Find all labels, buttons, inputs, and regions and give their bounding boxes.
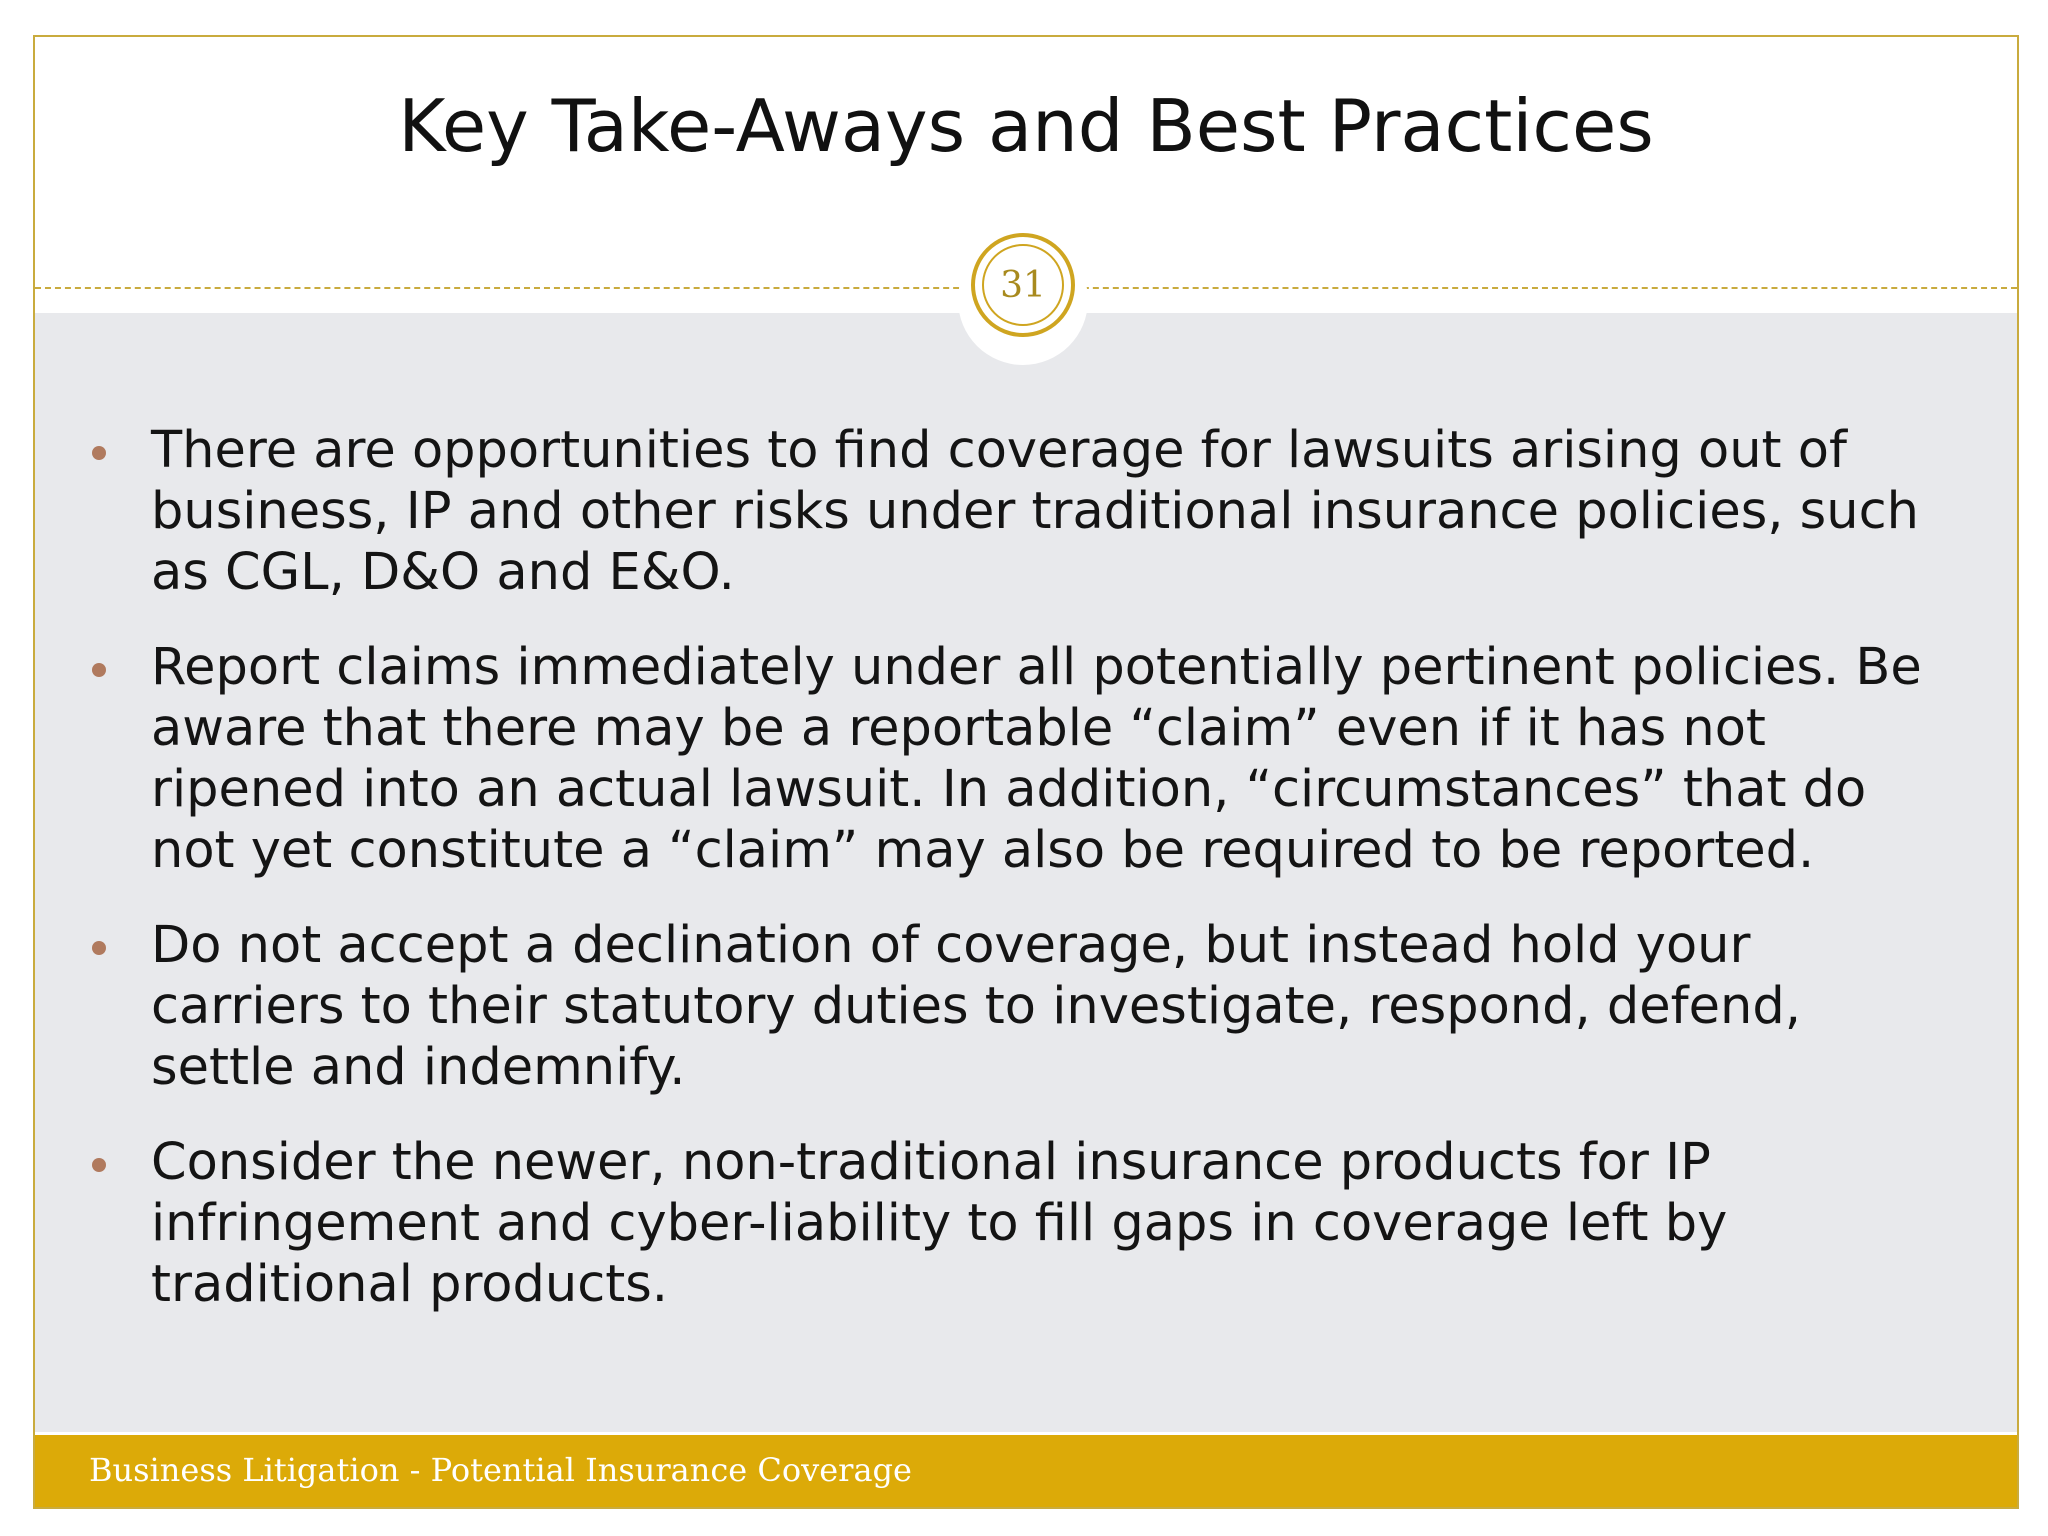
slide-number-badge xyxy=(971,233,1075,337)
footer-bar xyxy=(35,1435,2017,1507)
slide xyxy=(33,35,2019,1509)
bullet-list xyxy=(35,420,2017,1349)
bullet-dot-icon xyxy=(92,1158,106,1172)
bullet-text: Consider the newer, non-traditional insurance products for IP infringement and cyber-liability to fill gaps in coverage left by traditional products. xyxy=(151,1133,1728,1314)
bullet-text: There are opportunities to find coverage for lawsuits arising out of business, IP and other risks under traditional insurance policies, such as CGL, D&O and E&O. xyxy=(151,421,1919,602)
bullet-text: Report claims immediately under all potentially pertinent policies. Be aware that there may be a reportable “claim” even if it has not ripened into an actual lawsuit. In addition, “circumstances” that do not yet constitute a “claim” may also be required to be reported. xyxy=(151,638,1922,880)
slide-number: 31 xyxy=(982,244,1064,326)
bullet-dot-icon xyxy=(92,663,106,677)
footer-text: Business Litigation - Potential Insurance Coverage xyxy=(89,1451,912,1489)
bullet-dot-icon xyxy=(92,446,106,460)
bullet-item xyxy=(35,420,2017,603)
bullet-item xyxy=(35,637,2017,881)
bullet-dot-icon xyxy=(92,941,106,955)
bullet-item xyxy=(35,1132,2017,1315)
slide-title: Key Take-Aways and Best Practices xyxy=(398,84,1654,168)
bullet-text: Do not accept a declination of coverage, but instead hold your carriers to their statutory duties to investigate, respond, defend, settle and indemnify. xyxy=(151,916,1801,1097)
bullet-item xyxy=(35,915,2017,1098)
